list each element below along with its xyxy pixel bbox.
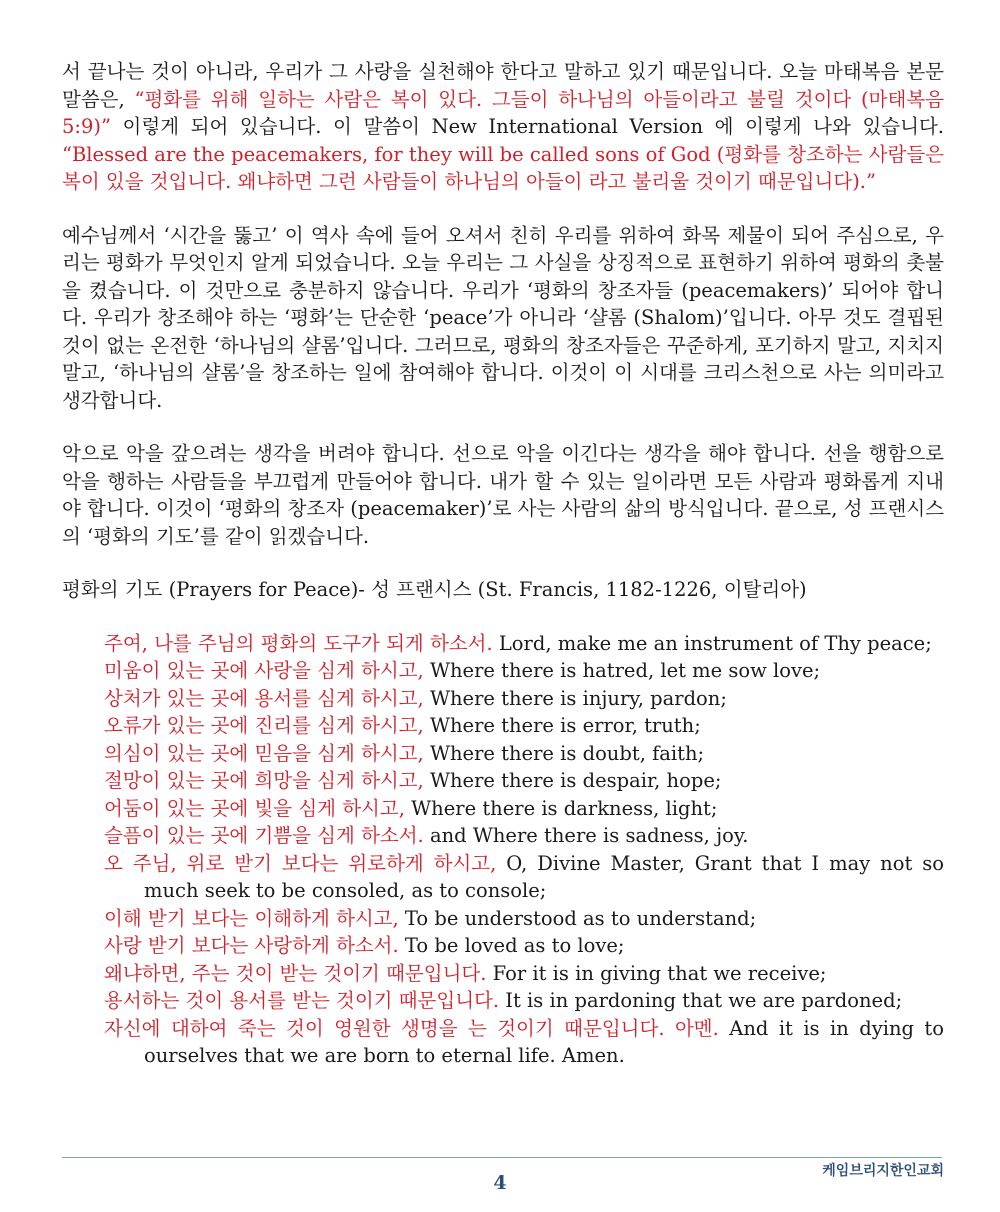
prayer-line-korean: 의심이 있는 곳에 믿음을 심게 하시고, [104, 741, 424, 765]
prayer-list [62, 630, 944, 1070]
prayer-line-english: It is in pardoning that we are pardoned; [499, 989, 903, 1012]
prayer-line [104, 960, 944, 988]
prayer-line-english: Where there is darkness, light; [404, 796, 718, 820]
prayer-line-english: Where there is despair, hope; [423, 769, 722, 792]
prayer-line-korean: 상처가 있는 곳에 용서를 심게 하시고, [104, 686, 424, 710]
prayer-line [104, 932, 944, 960]
prayer-line-english: To be understood as to understand; [398, 906, 757, 930]
prayer-line [104, 987, 944, 1015]
prayer-line-english: and Where there is sadness, joy. [423, 824, 749, 847]
paragraph-matthew [62, 58, 944, 196]
paragraph-matthew-text-a: 서 끝나는 것이 아니라, 우리가 그 사랑을 실천해야 한다고 말하고 있기 때문입니다. 오늘 마태복음 본문 말씀은, [62, 60, 944, 111]
prayer-line-korean: 어둠이 있는 곳에 빛을 심게 하시고, [104, 796, 405, 820]
prayer-line-english: For it is in giving that we receive; [486, 961, 827, 985]
prayer-heading: 평화의 기도 (Prayers for Peace)- 성 프랜시스 (St. Francis, 1182-1226, 이탈리아) [62, 578, 807, 601]
paragraph-peacemakers: 예수님께서 ‘시간을 뚫고’ 이 역사 속에 들어 오셔서 친히 우리를 위하여 화목 제물이 되어 주심으로, 우리는 평화가 무엇인지 알게 되었습니다. 오늘 우리는 그 사실을 상징적으로 표현하기 위하여 평화의 촛불을 켰습니다. 이 것만으로 충분하지 않습니다. 우리가 ‘평화의 창조자들 (peacemakers)’ 되어야 합니다. 우리가 창조해야 하는 ‘평화’는 단순한 ‘peace’가 아니라 ‘샬롬 (Shalom)’입니다. 아무 것도 결핍된 것이 없는 온전한 ‘하나님의 샬롬’입니다. 그러므로, 평화의 창조자들은 꾸준하게, 포기하지 말고, 지치지 말고, ‘하나님의 샬롬’을 창조하는 일에 참여해야 합니다. 이것이 이 시대를 크리스천으로 사는 의미라고 생각합니다. [62, 223, 944, 412]
prayer-line-korean: 용서하는 것이 용서를 받는 것이기 때문입니다. [104, 989, 500, 1012]
prayer-line [104, 767, 944, 795]
footer-divider [62, 1157, 942, 1158]
matthew-quote-niv: “Blessed are the peacemakers, for they will be called sons of God (평화를 창조하는 사람들은 복이 있을 것입니다. 왜냐하면 그런 사람들이 하나님의 아들이 라고 불리울 것이기 때문입니다).” [62, 142, 945, 193]
prayer-line [104, 850, 944, 905]
prayer-line-korean: 절망이 있는 곳에 희망을 심게 하시고, [104, 769, 424, 792]
paragraph-matthew-text-b: 이렇게 되어 있습니다. 이 말씀이 New International Version 에 이렇게 나와 있습니다. [110, 115, 944, 138]
prayer-line-korean: 미움이 있는 곳에 사랑을 심게 하시고, [104, 659, 424, 682]
page-number: 4 [493, 1172, 507, 1194]
prayer-line-english: Where there is doubt, faith; [423, 741, 705, 765]
prayer-line-english: To be loved as to love; [398, 934, 625, 957]
prayer-line-korean: 자신에 대하여 죽는 것이 영원한 생명을 는 것이기 때문입니다. 아멘. [104, 1016, 719, 1040]
prayer-line-korean: 주여, 나를 주님의 평화의 도구가 되게 하소서. [104, 631, 493, 655]
document-body [62, 58, 944, 1070]
prayer-line [104, 822, 944, 850]
prayer-line-english: Where there is hatred, let me sow love; [423, 659, 821, 682]
prayer-line [104, 795, 944, 823]
prayer-line-english: O, Divine Master, Grant that I may not so much seek to be consoled, as to console; [144, 851, 944, 902]
prayer-line [104, 630, 944, 658]
prayer-line-korean: 오 주님, 위로 받기 보다는 위로하게 하시고, [104, 851, 497, 875]
prayer-line-korean: 이해 받기 보다는 이해하게 하시고, [104, 906, 399, 930]
prayer-line [104, 657, 944, 685]
prayer-line [104, 740, 944, 768]
prayer-line [104, 712, 944, 740]
prayer-line [104, 1015, 944, 1070]
prayer-line [104, 905, 944, 933]
matthew-quote-korean: “평화를 위해 일하는 사람은 복이 있다. 그들이 하나님의 아들이라고 불릴 것이다 (마태복음 5:9)” [62, 87, 944, 138]
prayer-line-english: Lord, make me an instrument of Thy peace; [492, 631, 932, 655]
paragraph-overcome-evil: 악으로 악을 갚으려는 생각을 버려야 합니다. 선으로 악을 이긴다는 생각을 해야 합니다. 선을 행함으로 악을 행하는 사람들을 부끄럽게 만들어야 합니다. 내가 할 수 있는 일이라면 모든 사람과 평화롭게 지내야 합니다. 이것이 ‘평화의 창조자 (peacemaker)’로 사는 사람의 삶의 방식입니다. 끝으로, 성 프랜시스의 ‘평화의 기도’를 같이 읽겠습니다. [62, 442, 944, 548]
church-name: 케임브리지한인교회 [822, 1163, 944, 1179]
prayer-line [104, 685, 944, 713]
prayer-line-korean: 왜냐하면, 주는 것이 받는 것이기 때문입니다. [104, 961, 487, 985]
prayer-line-english: And it is in dying to ourselves that we are born to eternal life. Amen. [144, 1016, 944, 1067]
prayer-line-korean: 오류가 있는 곳에 진리를 심게 하시고, [104, 714, 424, 737]
prayer-line-korean: 사랑 받기 보다는 사랑하게 하소서. [104, 934, 399, 957]
prayer-line-english: Where there is error, truth; [423, 714, 701, 737]
prayer-line-english: Where there is injury, pardon; [423, 686, 727, 710]
prayer-line-korean: 슬픔이 있는 곳에 기쁨을 심게 하소서. [104, 824, 424, 847]
